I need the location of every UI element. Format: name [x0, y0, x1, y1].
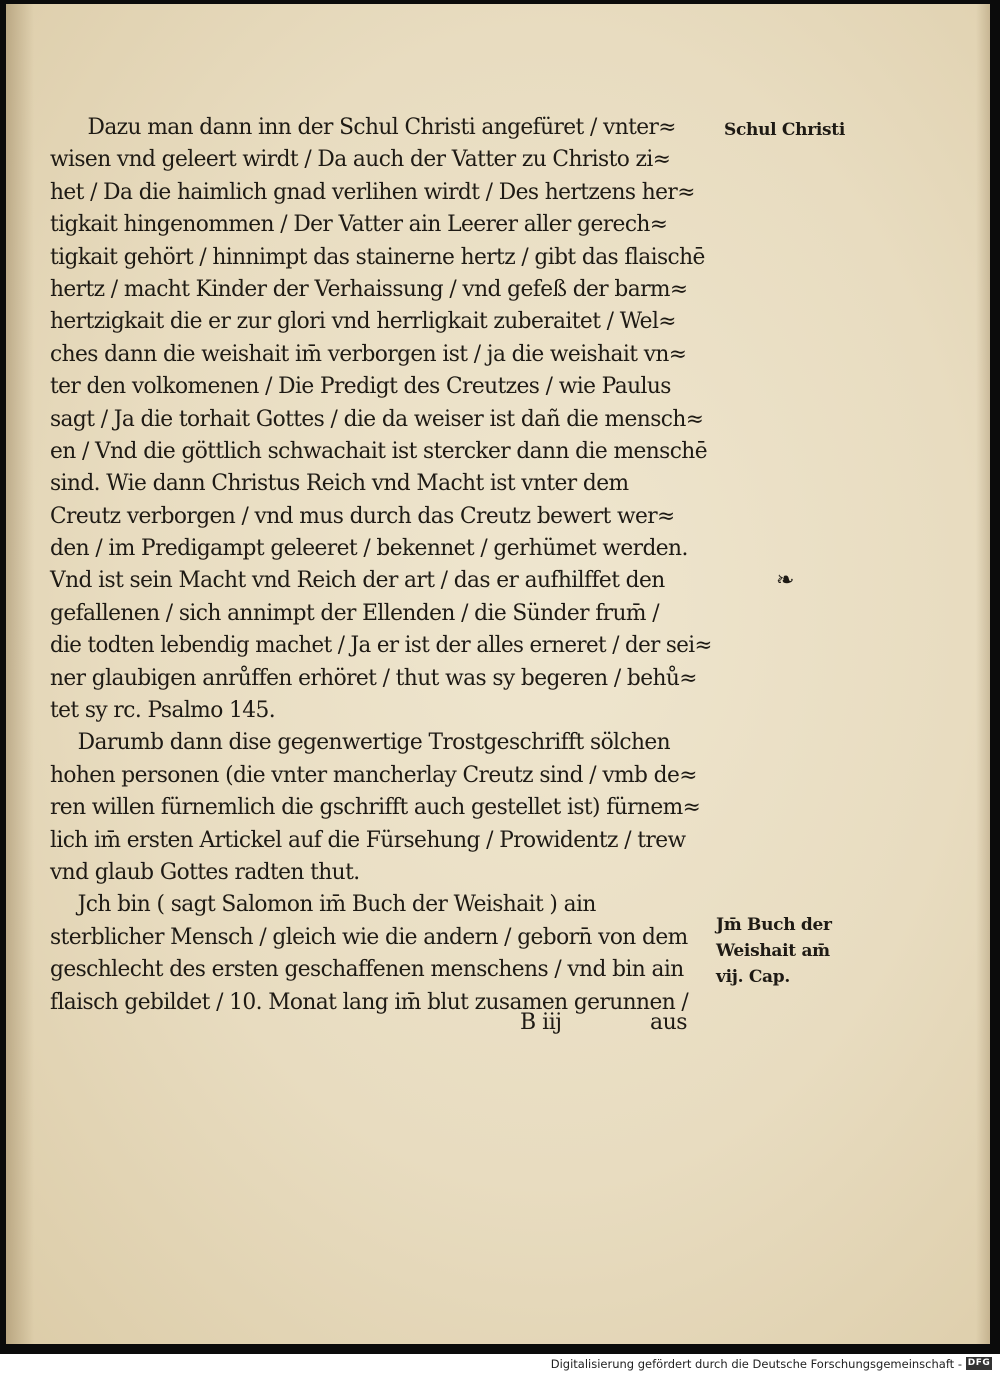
text-line: tigkait gehört / hinnimpt das stainerne hertz / gibt das flaischē — [50, 244, 705, 270]
text-line: lich im̄ ersten Artickel auf die Fürsehung / Prowidentz / trew — [50, 827, 686, 853]
text-line: ches dann die weishait im̄ verborgen ist / ja die weishait vn≈ — [50, 341, 687, 367]
text-line: ner glaubigen anrůffen erhöret / thut was sy begeren / behů≈ — [50, 665, 697, 691]
credit-bar — [0, 1354, 1000, 1374]
text-line: tet sy rc. Psalmo 145. — [50, 698, 276, 724]
credit-text: Digitalisierung gefördert durch die Deutsche Forschungsgemeinschaft - — [550, 1357, 962, 1371]
text-line: wisen vnd geleert wirdt / Da auch der Vatter zu Christo zi≈ — [50, 147, 671, 173]
text-line: sind. Wie dann Christus Reich vnd Macht ist vnter dem — [50, 471, 629, 497]
fleuron-ornament-icon: ❧ — [776, 568, 795, 593]
text-line: Jch bin ( sagt Salomon im̄ Buch der Weishait ) ain — [77, 892, 596, 918]
text-line: flaisch gebildet / 10. Monat lang im̄ blut zusamen gerunnen / — [50, 989, 689, 1015]
text-line: vnd glaub Gottes radten thut. — [50, 859, 360, 885]
text-line: hertz / macht Kinder der Verhaissung / vnd gefeß der barm≈ — [50, 276, 688, 302]
text-line: geschlecht des ersten geschaffenen menschens / vnd bin ain — [50, 957, 684, 983]
signature-mark: B iij — [520, 1010, 562, 1035]
margin-note-schul-christi: Schul Christi — [724, 120, 846, 140]
text-line: hertzigkait die er zur glori vnd herrligkait zuberaitet / Wel≈ — [50, 309, 676, 335]
dfg-logo: DFG — [967, 1358, 991, 1368]
text-line: ren willen fürnemlich die gschrifft auch gestellet ist) fürnem≈ — [50, 795, 701, 821]
text-line: sagt / Ja die torhait Gottes / die da weiser ist dañ die mensch≈ — [50, 406, 704, 432]
catchword: aus — [650, 1010, 688, 1035]
text-line: Dazu man dann inn der Schul Christi angefüret / vnter≈ — [87, 115, 676, 140]
text-line: Creutz verborgen / vnd mus durch das Creutz bewert wer≈ — [50, 503, 675, 529]
text-line: hohen personen (die vnter mancherlay Creutz sind / vmb de≈ — [50, 762, 697, 788]
margin-note-line: Weishait am̄ — [716, 941, 830, 961]
text-line: gefallenen / sich annimpt der Ellenden / die Sünder frum̄ / — [50, 600, 659, 626]
text-line: Vnd ist sein Macht vnd Reich der art / das er aufhilffet den — [50, 568, 665, 594]
main-text-block — [50, 112, 720, 1019]
text-line: ter den volkomenen / Die Predigt des Creutzes / wie Paulus — [50, 374, 671, 400]
margin-note-line: Jm̄ Buch der — [716, 915, 832, 935]
text-line: en / Vnd die göttlich schwachait ist stercker dann die menschē — [50, 438, 707, 464]
text-line: Darumb dann dise gegenwertige Trostgeschrifft sölchen — [77, 730, 671, 756]
margin-note-buch-der-weishait — [716, 912, 832, 990]
text-line: sterblicher Mensch / gleich wie die andern / geborn̄ von dem — [50, 924, 688, 950]
text-line: tigkait hingenommen / Der Vatter ain Leerer aller gerech≈ — [50, 212, 668, 238]
text-line: den / im Predigampt geleeret / bekennet / gerhümet werden. — [50, 536, 688, 562]
text-line: het / Da die haimlich gnad verlihen wirdt / Des hertzens her≈ — [50, 179, 695, 205]
text-line: die todten lebendig machet / Ja er ist der alles erneret / der sei≈ — [50, 633, 712, 659]
margin-note-line: vij. Cap. — [716, 967, 790, 987]
